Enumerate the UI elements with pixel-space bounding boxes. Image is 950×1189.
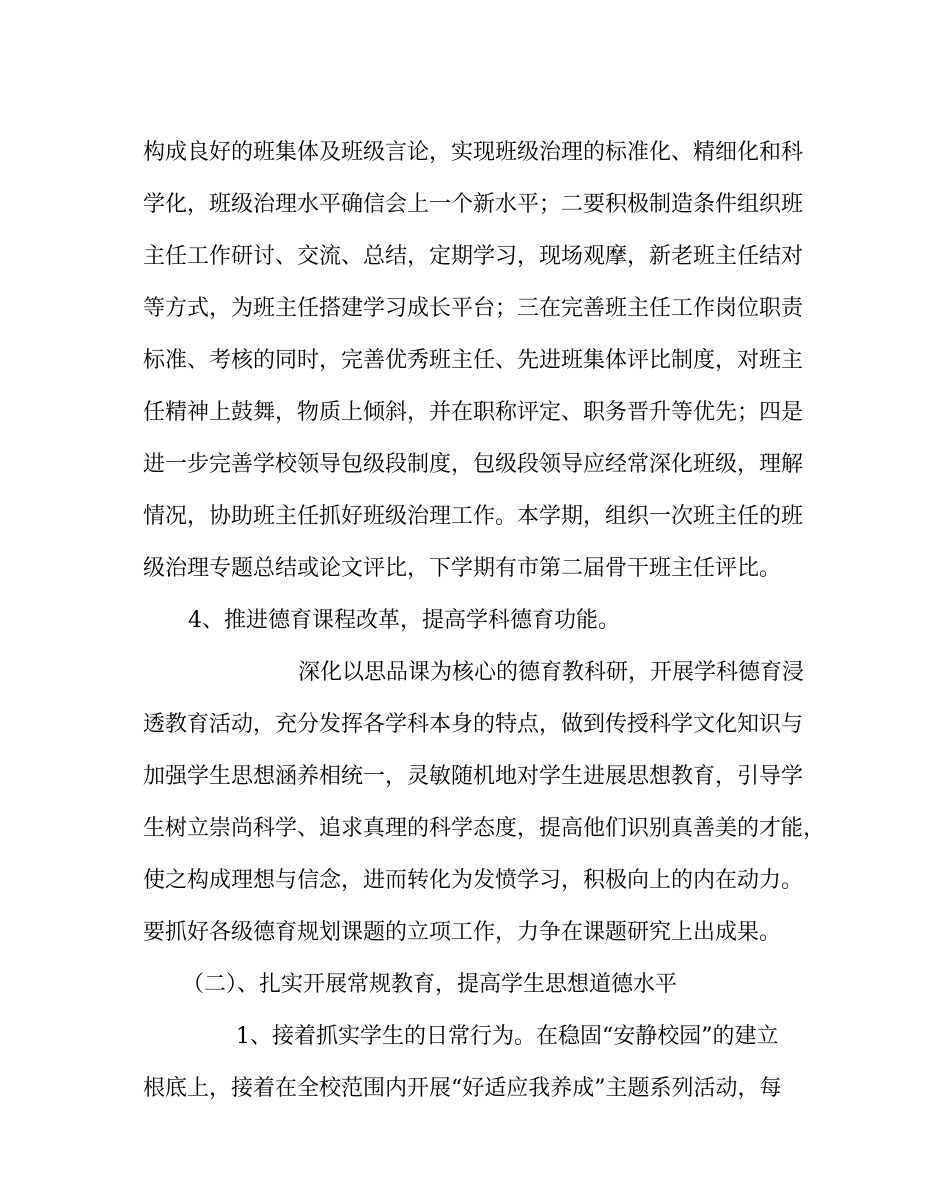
text-line: 标准、考核的同时，完善优秀班主任、先进班集体评比制度，对班主 <box>143 348 804 373</box>
text-line: 构成良好的班集体及班级言论，实现班级治理的标准化、精细化和科 <box>143 140 804 165</box>
text-line: 生树立崇尚科学、追求真理的科学态度，提高他们识别真善美的才能， <box>143 816 826 841</box>
text-line: 等方式，为班主任搭建学习成长平台；三在完善班主任工作岗位职责 <box>143 296 804 321</box>
text-line: 透教育活动，充分发挥各学科本身的特点，做到传授科学文化知识与 <box>143 712 804 737</box>
text-line: 深化以思品课为核心的德育教科研，开展学科德育浸 <box>298 660 805 685</box>
text-line: 要抓好各级德育规划课题的立项工作，力争在课题研究上出成果。 <box>143 920 782 945</box>
text-line: 情况，协助班主任抓好班级治理工作。本学期，组织一次班主任的班 <box>143 504 804 529</box>
text-line: 1、接着抓实学生的日常行为。在稳固“安静校园”的建立 <box>236 1024 779 1049</box>
section-heading: （二）、扎实开展常规教育，提高学生思想道德水平 <box>182 972 678 997</box>
text-line: 学化，班级治理水平确信会上一个新水平；二要积极制造条件组织班 <box>143 192 804 217</box>
text-line: 使之构成理想与信念，进而转化为发愤学习，积极向上的内在动力。 <box>143 868 804 893</box>
text-line: 进一步完善学校领导包级段制度，包级段领导应经常深化班级，理解 <box>143 452 804 477</box>
text-line: 主任工作研讨、交流、总结，定期学习，现场观摩，新老班主任结对 <box>143 244 804 269</box>
text-line: 加强学生思想涵养相统一，灵敏随机地对学生进展思想教育，引导学 <box>143 764 804 789</box>
text-line: 级治理专题总结或论文评比，下学期有市第二届骨干班主任评比。 <box>143 556 782 581</box>
section-heading: 4、推进德育课程改革，提高学科德育功能。 <box>188 608 620 633</box>
text-line: 根底上，接着在全校范围内开展“好适应我养成”主题系列活动，每 <box>143 1076 782 1101</box>
text-line: 任精神上鼓舞，物质上倾斜，并在职称评定、职务晋升等优先；四是 <box>143 400 804 425</box>
